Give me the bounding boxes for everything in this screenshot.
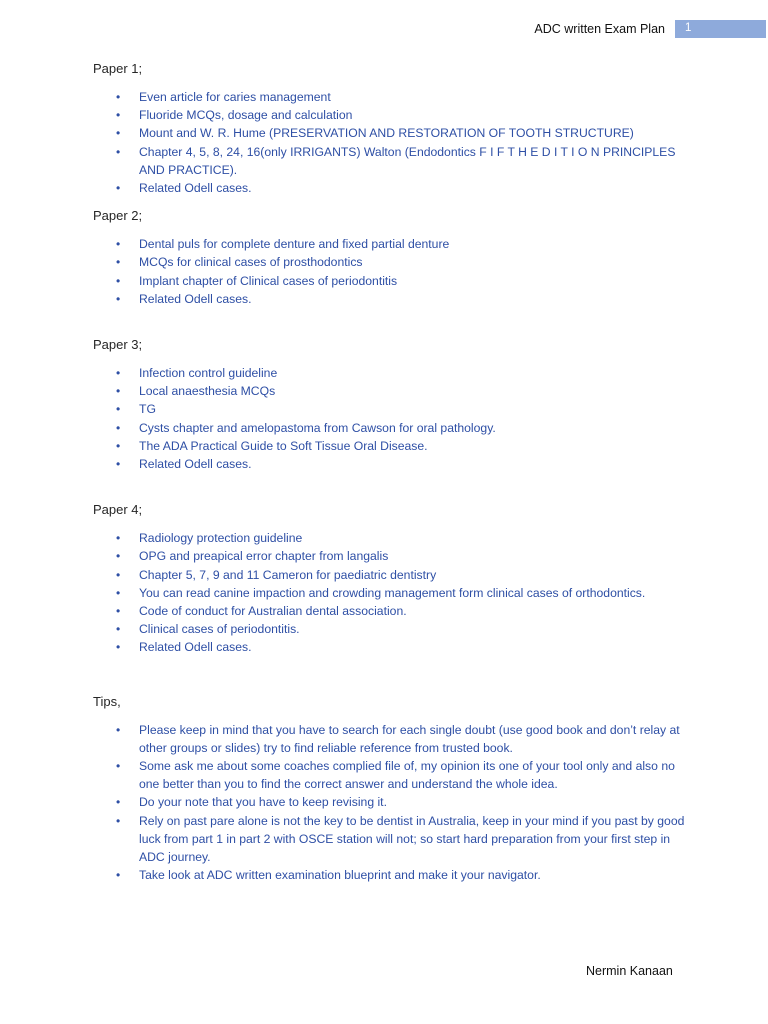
bullet-icon: • <box>116 795 121 810</box>
list-item <box>93 638 693 656</box>
list-item <box>93 364 693 382</box>
bullet-icon: • <box>116 366 121 381</box>
bullet-list <box>93 364 693 473</box>
list-item-text: Even article for caries management <box>139 90 331 104</box>
list-item <box>93 866 693 884</box>
list-item-text: Take look at ADC written examination blueprint and make it your navigator. <box>139 868 541 883</box>
section-heading: Paper 4; <box>93 502 143 518</box>
bullet-icon: • <box>116 144 121 159</box>
section-paper-2 <box>93 207 693 308</box>
section-paper-3 <box>93 336 693 473</box>
bullet-icon: • <box>116 722 121 737</box>
list-item-text: The ADA Practical Guide to Soft Tissue Oral Disease. <box>139 438 428 453</box>
list-item-text: Fluoride MCQs, dosage and calculation <box>139 108 353 123</box>
list-item <box>93 721 693 757</box>
bullet-icon: • <box>116 868 121 883</box>
section-heading: Paper 2; <box>93 208 143 224</box>
list-item <box>93 793 693 811</box>
list-item-text: Related Odell cases. <box>139 291 252 306</box>
page-number-badge <box>675 20 766 38</box>
list-item-text: OPG and preapical error chapter from langalis <box>139 549 389 564</box>
list-item <box>93 812 693 867</box>
page-number: 1 <box>685 22 692 34</box>
list-item-text: Local anaesthesia MCQs <box>139 384 276 399</box>
bullet-icon: • <box>116 255 121 270</box>
bullet-icon: • <box>116 457 121 472</box>
list-item-text: Infection control guideline <box>139 366 278 381</box>
list-item-text: Related Odell cases. <box>139 640 252 655</box>
list-item-text: Dental puls for complete denture and fixed partial denture <box>139 237 450 252</box>
bullet-icon: • <box>116 237 121 252</box>
section-heading: Paper 3; <box>93 337 143 353</box>
list-item-text: Do your note that you have to keep revising it. <box>139 795 387 810</box>
list-item-text: Cysts chapter and amelopastoma from Cawson for oral pathology. <box>139 420 496 435</box>
bullet-icon: • <box>116 402 121 417</box>
list-item-text: Code of conduct for Australian dental association. <box>139 604 407 619</box>
list-item-text: Chapter 5, 7, 9 and 11 Cameron for paediatric dentistry <box>139 567 437 582</box>
bullet-icon: • <box>116 531 121 546</box>
bullet-icon: • <box>116 438 121 453</box>
list-item <box>93 529 693 547</box>
bullet-icon: • <box>116 585 121 600</box>
list-item <box>93 290 693 308</box>
list-item <box>93 235 693 253</box>
list-item <box>93 400 693 418</box>
bullet-icon: • <box>116 759 121 774</box>
bullet-icon: • <box>116 549 121 564</box>
list-item-text: Rely on past pare alone is not the key to be dentist in Australia, keep in your mind if you past by good luck from part 1 in part 2 with OSCE station will not; so start hard preparation from your first step in ADC journey. <box>139 813 685 865</box>
list-item <box>93 584 693 602</box>
section-paper-4 <box>93 501 693 656</box>
list-item <box>93 179 693 197</box>
list-item <box>93 757 693 793</box>
list-item <box>93 382 693 400</box>
section-heading: Tips, <box>93 693 121 709</box>
document-body <box>93 60 693 885</box>
list-item-text: Chapter 4, 5, 8, 24, 16(only IRRIGANTS) Walton (Endodontics F I F T H E D I T I O N PRINCIPLES AND PRACTICE). <box>139 144 676 177</box>
section-tips <box>93 693 693 885</box>
list-item-text: TG <box>139 402 156 417</box>
list-item-text: Some ask me about some coaches complied file of, my opinion its one of your tool only and also no one better than you to find the correct answer and understand the whole idea. <box>139 759 675 792</box>
bullet-list <box>93 529 693 656</box>
bullet-icon: • <box>116 181 121 196</box>
list-item <box>93 106 693 124</box>
list-item <box>93 419 693 437</box>
list-item <box>93 455 693 473</box>
list-item-text: Implant chapter of Clinical cases of periodontitis <box>139 273 398 288</box>
bullet-icon: • <box>116 813 121 828</box>
list-item-text: Related Odell cases. <box>139 181 252 196</box>
list-item <box>93 88 693 106</box>
list-item-text: Clinical cases of periodontitis. <box>139 622 300 637</box>
bullet-icon: • <box>116 604 121 619</box>
list-item-text: Mount and W. R. Hume (PRESERVATION AND RESTORATION OF TOOTH STRUCTURE) <box>139 126 634 141</box>
list-item <box>93 272 693 290</box>
bullet-list <box>93 88 693 197</box>
bullet-icon: • <box>116 126 121 141</box>
list-item <box>93 437 693 455</box>
bullet-icon: • <box>116 273 121 288</box>
document-header-title: ADC written Exam Plan <box>534 22 665 36</box>
bullet-icon: • <box>116 420 121 435</box>
list-item <box>93 143 693 179</box>
list-item <box>93 566 693 584</box>
list-item-text: MCQs for clinical cases of prosthodontics <box>139 255 363 270</box>
bullet-icon: • <box>116 108 121 123</box>
list-item-text: You can read canine impaction and crowding management form clinical cases of orthodontics. <box>139 585 646 600</box>
list-item-text: Radiology protection guideline <box>139 531 303 546</box>
list-item-text: Related Odell cases. <box>139 457 252 472</box>
bullet-icon: • <box>116 384 121 399</box>
bullet-icon: • <box>116 640 121 655</box>
list-item <box>93 602 693 620</box>
bullet-icon: • <box>116 622 121 637</box>
list-item-text: Please keep in mind that you have to search for each single doubt (use good book and don’t relay at other groups or slides) try to find reliable reference from trusted book. <box>139 722 680 755</box>
list-item <box>93 620 693 638</box>
bullet-icon: • <box>116 90 121 104</box>
section-heading: Paper 1; <box>93 61 143 76</box>
bullet-list <box>93 235 693 308</box>
list-item <box>93 253 693 271</box>
list-item <box>93 547 693 565</box>
bullet-icon: • <box>116 567 121 582</box>
list-item <box>93 124 693 142</box>
bullet-list <box>93 721 693 885</box>
bullet-icon: • <box>116 291 121 306</box>
author-signature: Nermin Kanaan <box>586 964 673 978</box>
section-paper-1 <box>93 60 693 197</box>
